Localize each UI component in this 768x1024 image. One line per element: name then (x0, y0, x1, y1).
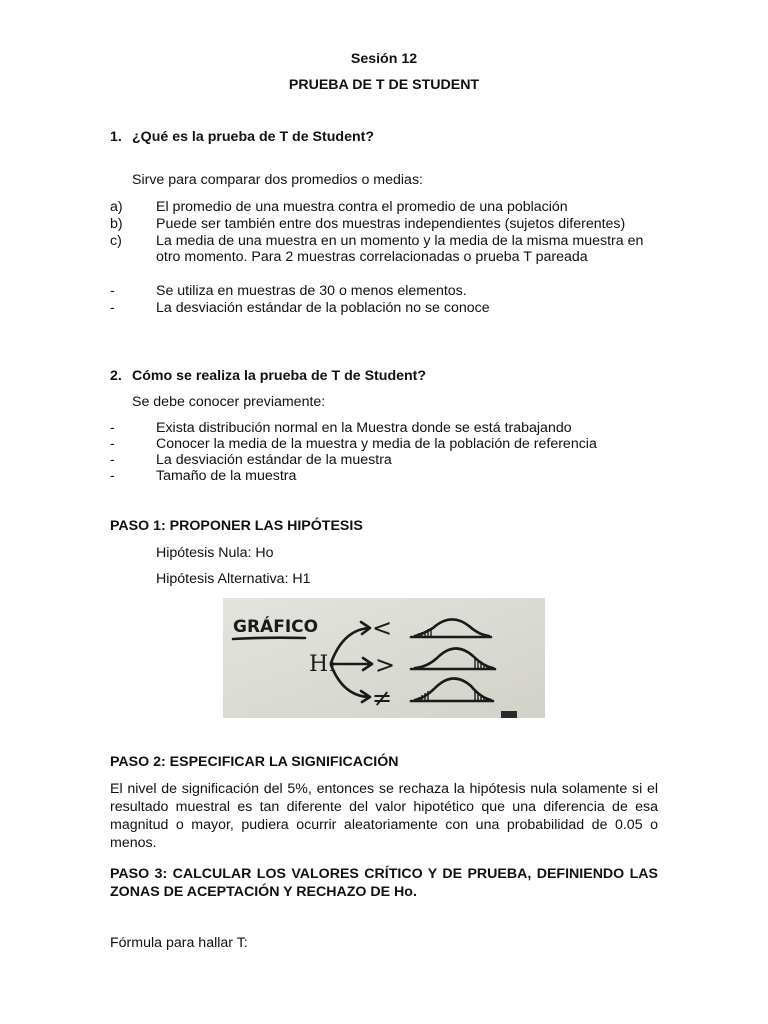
bullet-text: Se utiliza en muestras de 30 o menos elementos. (156, 283, 467, 299)
null-hypothesis: Hipótesis Nula: Ho (156, 545, 274, 561)
bullet-marker: - (110, 420, 115, 436)
list-item-text: El promedio de una muestra contra el promedio de una población (156, 199, 568, 215)
section1-heading: ¿Qué es la prueba de T de Student? (132, 129, 375, 145)
photo-artifact (501, 711, 517, 718)
bullet-text: Exista distribución normal en la Muestra donde se está trabajando (156, 420, 572, 436)
section2-heading: Cómo se realiza la prueba de T de Student? (132, 368, 427, 384)
formula-label: Fórmula para hallar T: (110, 935, 248, 951)
bullet-marker: - (110, 452, 115, 468)
hypothesis-figure-photo (223, 598, 545, 718)
section2-intro: Se debe conocer previamente: (132, 394, 326, 410)
bullet-marker: - (110, 283, 115, 299)
list-marker: a) (110, 199, 123, 215)
list-item-text: Puede ser también entre dos muestras independientes (sujetos diferentes) (156, 216, 626, 232)
list-marker: b) (110, 216, 123, 232)
section2-number: 2. (110, 368, 122, 384)
document-title: PRUEBA DE T DE STUDENT (288, 77, 480, 93)
bullet-text: La desviación estándar de la muestra (156, 452, 392, 468)
symbol-less-than: < (372, 614, 393, 642)
hypothesis-figure-drawing (223, 598, 545, 718)
paso3-heading: PASO 3: CALCULAR LOS VALORES CRÍTICO Y DE PRUEBA, DEFINIENDO LAS ZONAS DE ACEPTACIÓN Y RECHAZO DE Ho. (110, 866, 658, 900)
figure-node-label: H₁ (309, 652, 338, 677)
list-item-text: La media de una muestra en un momento y la media de la misma muestra en (156, 233, 644, 249)
bullet-text: Conocer la media de la muestra y media de la población de referencia (156, 436, 597, 452)
title-underline (233, 638, 305, 639)
list-item-text-continued: otro momento. Para 2 muestras correlacionadas o prueba T pareada (156, 249, 588, 265)
bullet-text: La desviación estándar de la población no se conoce (156, 300, 490, 316)
symbol-greater-than: > (375, 651, 396, 679)
bullet-marker: - (110, 468, 115, 484)
bullet-marker: - (110, 300, 115, 316)
paso1-heading: PASO 1: PROPONER LAS HIPÓTESIS (110, 518, 363, 534)
session-label: Sesión 12 (350, 51, 418, 67)
alt-hypothesis: Hipótesis Alternativa: H1 (156, 571, 311, 587)
figure-title: GRÁFICO (233, 617, 319, 637)
section1-number: 1. (110, 129, 122, 145)
section1-intro: Sirve para comparar dos promedios o medias: (132, 172, 423, 188)
paso2-paragraph: El nivel de significación del 5%, entonces se rechaza la hipótesis nula solamente si el resultado muestral es tan diferente del valor hipotético que una diferencia de esa magnitud o mayor, pudiera ocurrir aleatoriamente con una probabilidad de 0.05 o menos. (110, 781, 658, 851)
paso2-heading: PASO 2: ESPECIFICAR LA SIGNIFICACIÓN (110, 754, 399, 770)
symbol-not-equal: ≠ (372, 684, 393, 712)
list-marker: c) (110, 233, 122, 249)
bullet-text: Tamaño de la muestra (156, 468, 297, 484)
bullet-marker: - (110, 436, 115, 452)
